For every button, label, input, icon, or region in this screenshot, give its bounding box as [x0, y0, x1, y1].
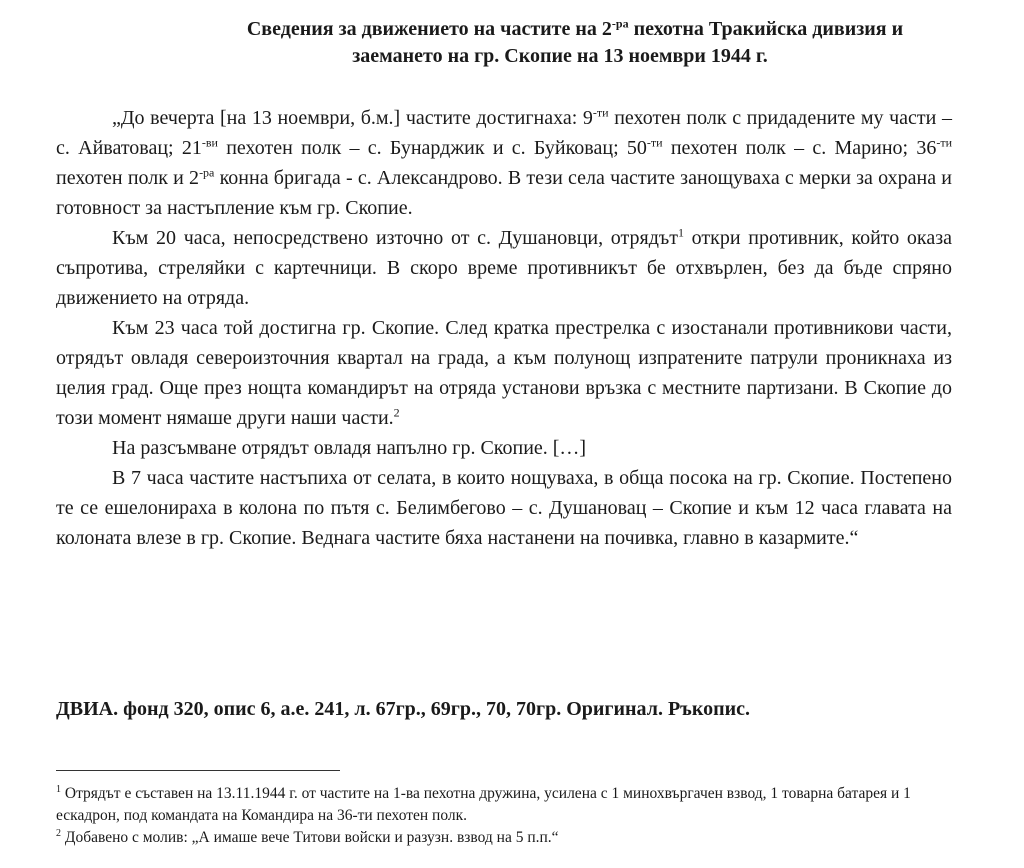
superscript: -ти [936, 135, 953, 150]
title-text: пехотна Тракийска дивизия и [628, 18, 904, 40]
title-line-2: заемането на гр. Скопие на 13 ноември 1944 г. [352, 45, 768, 67]
paragraph-4: На разсъмване отрядът овладя напълно гр. Скопие. […] [112, 437, 587, 459]
document-body [56, 103, 952, 553]
footnote-2 [56, 827, 936, 849]
superscript: -ра [199, 165, 215, 180]
title-line-1 [60, 16, 1000, 43]
footnote-text: Добавено с молив: „А имаше вече Титови войски и разузн. взвод на 5 п.п.“ [61, 829, 559, 846]
footnote-divider [56, 770, 340, 771]
footnote-mark: 1 [56, 783, 61, 795]
text-run: пехотен полк – с. Марино; 36 [662, 137, 937, 159]
superscript: -ти [592, 105, 609, 120]
text-run: пехотен полк и 2 [56, 167, 200, 189]
text-run: пехотен полк – с. Бунарджик и с. Буйковац; 50 [217, 137, 647, 159]
footnote-ref-1: 1 [678, 225, 684, 240]
title-text: Сведения за движението на частите на 2 [246, 18, 612, 40]
text-run: „До вечерта [на 13 ноември, б.м.] частите достигнаха: 9 [112, 107, 593, 129]
text-run: пехотен полк с придадените му части – с. Айватовац; 21 [56, 107, 952, 159]
superscript: -ви [201, 135, 218, 150]
text-run: Към 20 часа, непосредствено източно от с. Душановци, отрядът [112, 227, 678, 249]
footnote-ref-2: 2 [393, 405, 400, 420]
paragraph-5: В 7 часа частите настъпиха от селата, в които нощуваха, в обща посока на гр. Скопие. Постепено те се ешелонираха в колона по пътя с. Белимбегово – с. Душановац – Скопие и към 12 часа главата на колоната влезе в гр. Скопие. Веднага частите бяха настанени на почивка, главно в казармите.“ [56, 467, 952, 549]
text-run: откри противник, който оказа съпротива, стреляйки с картечници. В скоро време противникът бе отхвърлен, без да бъде спряно движението на отряда. [56, 227, 953, 309]
title-superscript: -ра [611, 16, 629, 31]
text-run: Към 23 часа той достигна гр. Скопие. След кратка престрелка с изостанали противникови части, отрядът овладя североизточния квартал на града, а към полунощ изпратените патрули проникнаха из целия град. Още през нощта командирът на отряда установи връзка с местните партизани. В Скопие до този момент нямаше други наши части. [56, 317, 952, 429]
document-title [60, 16, 1000, 70]
paragraph-3 [56, 313, 952, 433]
footnote-1 [56, 783, 936, 827]
paragraph-1 [56, 103, 952, 223]
superscript: -ти [646, 135, 663, 150]
footnote-mark: 2 [56, 827, 61, 839]
footnote-text: Отрядът е съставен на 13.11.1944 г. от частите на 1-ва пехотна дружина, усилена с 1 минохвъргачен взвод, 1 товарна батарея и 1 ескадрон, под командата на Командира на 36-ти пехотен полк. [56, 785, 911, 824]
text-run: конна бригада - с. Александрово. В тези села частите занощуваха с мерки за охрана и готовност за настъпление към гр. Скопие. [56, 167, 953, 219]
archive-source-citation: ДВИА. фонд 320, опис 6, а.е. 241, л. 67гр., 69гр., 70, 70гр. Оригинал. Ръкопис. [56, 698, 751, 720]
paragraph-2 [56, 223, 952, 313]
footnotes [56, 783, 936, 849]
